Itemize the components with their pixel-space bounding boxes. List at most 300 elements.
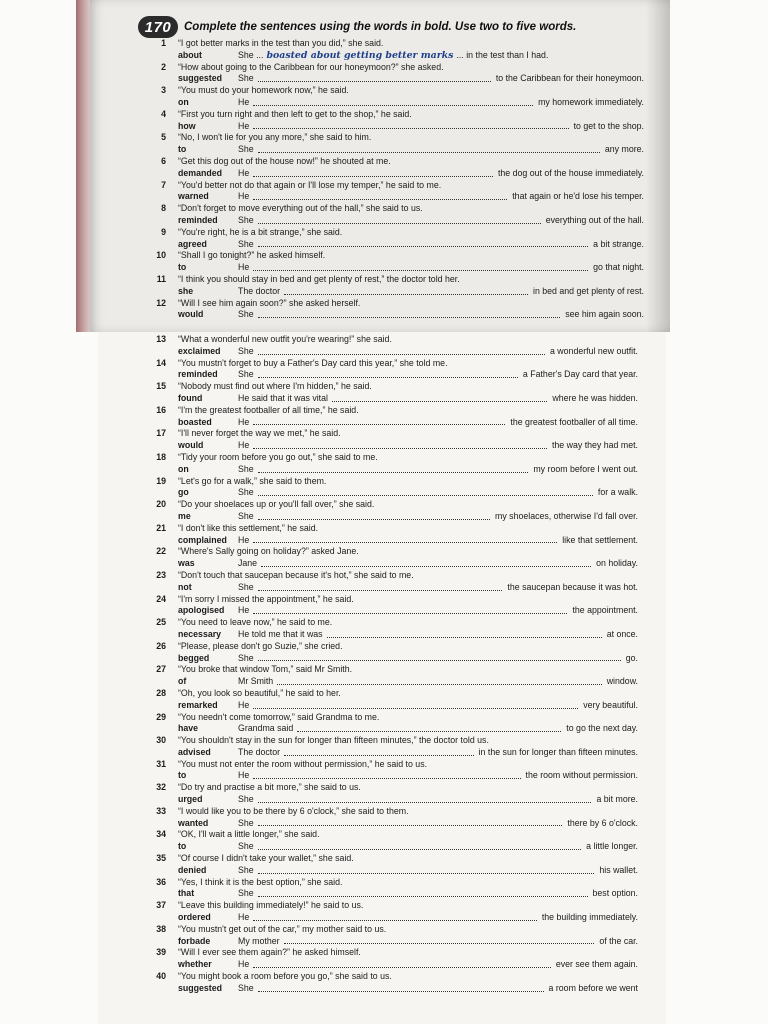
reported-line (178, 676, 638, 688)
direct-speech-sentence: “Tidy your room before you go out,” she said to me. (178, 451, 378, 462)
sentence-start: He said that it was vital (238, 392, 328, 403)
reported-line (178, 936, 638, 948)
sentence-ending: any more. (604, 144, 644, 155)
exercise-item (144, 85, 644, 109)
direct-speech-sentence: “I got better marks in the test than you did,” she said. (178, 38, 384, 48)
bold-keyword: apologised (178, 605, 225, 616)
sentence-ending: very beautiful. (583, 699, 638, 710)
direct-speech-sentence: “Leave this building immediately!” he said to us. (178, 900, 364, 911)
sentence-start: She (238, 652, 254, 663)
reported-line (178, 239, 644, 251)
exercise-item (144, 806, 638, 830)
sentence-start: She (238, 581, 254, 592)
direct-speech-sentence: “Yes, I think it is the best option,” she said. (178, 876, 343, 887)
sentence-ending: ever see them again. (555, 959, 638, 970)
sentence-start: He (238, 191, 250, 202)
sentence-start: He (238, 167, 250, 178)
exercise-item (144, 782, 638, 806)
answer-blank[interactable] (256, 369, 521, 381)
sentence-ending: the dog out of the house immediately. (497, 167, 644, 178)
answer-blank[interactable] (256, 309, 564, 321)
reported-line (178, 262, 644, 274)
sentence-start: She (238, 463, 254, 474)
sentence-start: He (238, 912, 250, 923)
item-number: 2 (161, 61, 166, 72)
item-number: 9 (161, 226, 166, 237)
bold-keyword: necessary (178, 628, 222, 639)
exercise-item (144, 688, 638, 712)
bold-keyword: reminded (178, 369, 218, 380)
direct-speech-sentence: “You needn't come tomorrow,” said Grandma to me. (178, 711, 380, 722)
item-number: 5 (161, 132, 166, 143)
item-number: 35 (156, 853, 166, 864)
direct-speech-sentence: “First you turn right and then left to get to the shop,” he said. (178, 108, 412, 119)
sentence-ending: everything out of the hall. (545, 214, 644, 225)
handwritten-answer: boasted about getting better marks (266, 49, 454, 61)
answer-blank[interactable] (256, 818, 566, 830)
answer-blank[interactable] (256, 653, 624, 665)
bold-keyword: to (178, 841, 187, 852)
sentence-ending: his wallet. (599, 864, 638, 875)
sentence-ending: like that settlement. (562, 534, 638, 545)
exercise-item (144, 358, 638, 382)
direct-speech-sentence: “Do your shoelaces up or you'll fall over,” she said. (178, 499, 375, 510)
item-number: 16 (156, 404, 166, 415)
sentence-start: He (238, 120, 250, 131)
exercise-item (144, 109, 644, 133)
reported-line (178, 629, 638, 641)
answer-blank[interactable] (256, 841, 585, 853)
answer-blank[interactable] (256, 487, 596, 499)
reported-line (178, 535, 638, 547)
exercise-item (144, 971, 638, 995)
sentence-start: The doctor (238, 746, 281, 757)
item-number: 20 (156, 499, 166, 510)
bold-keyword: about (178, 49, 202, 60)
exercise-item (144, 877, 638, 901)
reported-line (178, 346, 638, 358)
bold-keyword: me (178, 510, 191, 521)
exercise-item (144, 570, 638, 594)
direct-speech-sentence: “I'll never forget the way we met,” he said. (178, 428, 341, 439)
answer-blank[interactable] (251, 121, 571, 133)
item-number: 36 (156, 876, 166, 887)
direct-speech-sentence: “I'm sorry I missed the appointment,” he said. (178, 593, 354, 604)
direct-speech-sentence: “OK, I'll wait a little longer,” she said. (178, 829, 320, 840)
item-number: 38 (156, 923, 166, 934)
answer-blank[interactable] (275, 676, 605, 688)
reported-line (178, 309, 644, 321)
reported-line (178, 487, 638, 499)
sentence-start: She (238, 841, 254, 852)
direct-speech-sentence: “Don't forget to move everything out of the hall,” she said to us. (178, 203, 423, 214)
exercise-item (144, 250, 644, 274)
item-number: 24 (156, 593, 166, 604)
answer-blank[interactable] (282, 286, 531, 298)
sentence-start: She ... (238, 49, 264, 60)
exercise-item (144, 924, 638, 948)
item-number: 31 (156, 758, 166, 769)
exercise-item (144, 381, 638, 405)
answer-blank[interactable] (282, 936, 598, 948)
answer-blank[interactable] (259, 558, 594, 570)
answer-blank[interactable] (251, 959, 554, 971)
answer-blank[interactable] (256, 215, 544, 227)
bold-keyword: not (178, 581, 192, 592)
direct-speech-sentence: “You must do your homework now,” he said. (178, 85, 349, 96)
exercise-item (144, 947, 638, 971)
exercise-item (144, 712, 638, 736)
answer-blank[interactable] (251, 191, 510, 203)
answer-blank[interactable] (251, 262, 591, 274)
sentence-ending: a Father's Day card that year. (522, 369, 638, 380)
exercise-header (138, 14, 576, 40)
item-number: 7 (161, 179, 166, 190)
bold-keyword: wanted (178, 817, 209, 828)
book-binding (76, 0, 90, 332)
answer-blank[interactable] (256, 144, 603, 156)
sentence-start: Jane (238, 558, 258, 569)
direct-speech-sentence: “You shouldn't stay in the sun for longer than fifteen minutes,” the doctor told us. (178, 735, 489, 746)
item-number: 19 (156, 475, 166, 486)
item-number: 8 (161, 203, 166, 214)
sentence-start: She (238, 214, 254, 225)
item-number: 40 (156, 971, 166, 982)
direct-speech-sentence: “Do try and practise a bit more,” she said to us. (178, 782, 361, 793)
bold-keyword: to (178, 144, 187, 155)
item-number: 30 (156, 735, 166, 746)
item-number: 33 (156, 805, 166, 816)
reported-line (178, 888, 638, 900)
exercise-list-top (144, 38, 644, 321)
bold-keyword: remarked (178, 699, 218, 710)
exercise-item (144, 499, 638, 523)
sentence-ending: my shoelaces, otherwise I'd fall over. (495, 510, 638, 521)
exercise-item (144, 227, 644, 251)
direct-speech-sentence: “You're right, he is a bit strange,” she said. (178, 226, 343, 237)
item-number: 27 (156, 664, 166, 675)
direct-speech-sentence: “I would like you to be there by 6 o'clock,” she said to them. (178, 805, 409, 816)
direct-speech-sentence: “Get this dog out of the house now!” he shouted at me. (178, 155, 391, 166)
bold-keyword: whether (178, 959, 212, 970)
bold-keyword: begged (178, 652, 210, 663)
answer-blank[interactable] (330, 393, 550, 405)
bold-keyword: suggested (178, 73, 222, 84)
exercise-item (144, 759, 638, 783)
exercise-item (144, 546, 638, 570)
exercise-item (144, 664, 638, 688)
sentence-start: He (238, 416, 250, 427)
direct-speech-sentence: “What a wonderful new outfit you're wearing!” she said. (178, 334, 392, 344)
bold-keyword: to (178, 262, 187, 273)
item-number: 6 (161, 155, 166, 166)
direct-speech-sentence: “Where's Sally going on holiday?” asked Jane. (178, 546, 359, 557)
exercise-item (144, 829, 638, 853)
reported-line (178, 841, 638, 853)
reported-line (178, 794, 638, 806)
sentence-start: He (238, 770, 250, 781)
item-number: 4 (161, 108, 166, 119)
bold-keyword: on (178, 96, 189, 107)
exercise-item (144, 476, 638, 500)
reported-line (178, 605, 638, 617)
answer-blank[interactable] (251, 605, 570, 617)
reported-line (178, 983, 638, 995)
exercise-item (144, 735, 638, 759)
item-number: 23 (156, 569, 166, 580)
bold-keyword: would (178, 309, 204, 320)
item-number: 26 (156, 640, 166, 651)
answer-blank[interactable] (256, 73, 494, 85)
answer-blank[interactable] (295, 723, 564, 735)
sentence-ending: the room without permission. (525, 770, 638, 781)
sentence-ending: that again or he'd lose his temper. (512, 191, 644, 202)
reported-line (178, 653, 638, 665)
bold-keyword: demanded (178, 167, 222, 178)
reported-line (178, 865, 638, 877)
exercise-item (144, 180, 644, 204)
bold-keyword: urged (178, 794, 203, 805)
sentence-start: She (238, 309, 254, 320)
reported-line (178, 558, 638, 570)
direct-speech-sentence: “Will I see him again soon?” she asked herself. (178, 297, 361, 308)
exercise-item (144, 641, 638, 665)
sentence-start: She (238, 487, 254, 498)
bold-keyword: found (178, 392, 203, 403)
direct-speech-sentence: “How about going to the Caribbean for our honeymoon?” she asked. (178, 61, 444, 72)
direct-speech-sentence: “Please, please don't go Suzie,” she cried. (178, 640, 343, 651)
sentence-start: She (238, 982, 254, 993)
item-number: 25 (156, 617, 166, 628)
sentence-start: Mr Smith (238, 676, 274, 687)
sentence-ending: to go the next day. (566, 723, 638, 734)
answer-blank[interactable] (256, 464, 532, 476)
reported-line (178, 393, 638, 405)
exercise-item (144, 900, 638, 924)
reported-line (178, 144, 644, 156)
answer-blank[interactable] (251, 440, 550, 452)
sentence-start: She (238, 73, 254, 84)
direct-speech-sentence: “Of course I didn't take your wallet,” she said. (178, 853, 354, 864)
item-number: 15 (156, 381, 166, 392)
sentence-ending: the greatest footballer of all time. (510, 416, 638, 427)
sentence-start: He (238, 605, 250, 616)
sentence-ending: a little longer. (586, 841, 638, 852)
bold-keyword: on (178, 463, 189, 474)
sentence-ending: on holiday. (596, 558, 638, 569)
bold-keyword: was (178, 558, 195, 569)
answer-blank[interactable] (325, 629, 605, 641)
sentence-start: She (238, 794, 254, 805)
item-number: 11 (156, 273, 166, 284)
sentence-ending: ... in the test than I had. (456, 49, 549, 60)
exercise-item (144, 428, 638, 452)
answer-blank[interactable] (256, 239, 591, 251)
item-number: 14 (156, 357, 166, 368)
sentence-start: She (238, 888, 254, 899)
bold-keyword: that (178, 888, 195, 899)
direct-speech-sentence: “You mustn't get out of the car,” my mother said to us. (178, 923, 387, 934)
bold-keyword: how (178, 120, 196, 131)
item-number: 28 (156, 687, 166, 698)
answer-blank[interactable] (282, 747, 477, 759)
item-number: 12 (156, 297, 166, 308)
reported-line (178, 286, 644, 298)
reported-line (178, 747, 638, 759)
bold-keyword: go (178, 487, 189, 498)
reported-line (178, 121, 644, 133)
answer-blank[interactable] (256, 983, 547, 995)
item-number: 22 (156, 546, 166, 557)
answer-blank[interactable] (256, 346, 548, 358)
bold-keyword: of (178, 676, 187, 687)
reported-line (178, 700, 638, 712)
bold-keyword: complained (178, 534, 227, 545)
exercise-item (144, 405, 638, 429)
item-number: 39 (156, 947, 166, 958)
sentence-ending: a bit more. (596, 794, 638, 805)
item-number: 13 (156, 334, 166, 344)
sentence-ending: my room before I went out. (533, 463, 638, 474)
bold-keyword: reminded (178, 214, 218, 225)
sentence-ending: where he was hidden. (552, 392, 638, 403)
exercise-item (144, 298, 644, 322)
exercise-item (144, 274, 644, 298)
sentence-start: She (238, 345, 254, 356)
sentence-start: My mother (238, 935, 280, 946)
direct-speech-sentence: “I think you should stay in bed and get plenty of rest,” the doctor told her. (178, 273, 460, 284)
sentence-ending: the way they had met. (551, 440, 638, 451)
direct-speech-sentence: “You'd better not do that again or I'll lose my temper,” he said to me. (178, 179, 442, 190)
sentence-ending: see him again soon. (565, 309, 644, 320)
sentence-ending: in the sun for longer than fifteen minutes. (478, 746, 638, 757)
reported-line (178, 959, 638, 971)
sentence-ending: best option. (592, 888, 638, 899)
sentence-start: He (238, 96, 250, 107)
sentence-start: She (238, 817, 254, 828)
bold-keyword: agreed (178, 238, 207, 249)
answer-blank[interactable] (256, 888, 591, 900)
sentence-ending: a room before we went (548, 982, 638, 993)
sentence-ending: there by 6 o'clock. (567, 817, 638, 828)
bold-keyword: advised (178, 746, 211, 757)
direct-speech-sentence: “You broke that window Tom,” said Mr Smith. (178, 664, 353, 675)
sentence-start: He (238, 699, 250, 710)
bold-keyword: she (178, 285, 194, 296)
exercise-item (144, 334, 638, 358)
answer-blank[interactable] (251, 770, 523, 782)
answer-blank[interactable] (251, 700, 581, 712)
bold-keyword: have (178, 723, 199, 734)
exercise-item (144, 132, 644, 156)
item-number: 10 (156, 250, 166, 261)
reported-line (178, 369, 638, 381)
answer-blank[interactable] (256, 865, 598, 877)
item-number: 3 (161, 85, 166, 96)
sentence-start: He (238, 440, 250, 451)
sentence-ending: go. (625, 652, 638, 663)
sentence-ending: a wonderful new outfit. (549, 345, 638, 356)
bold-keyword: to (178, 770, 187, 781)
direct-speech-sentence: “Let's go for a walk,” she said to them. (178, 475, 327, 486)
sentence-ending: the saucepan because it was hot. (507, 581, 638, 592)
answer-blank[interactable] (251, 535, 560, 547)
sentence-start: Grandma said (238, 723, 294, 734)
exercise-item (144, 617, 638, 641)
bold-keyword: denied (178, 864, 207, 875)
direct-speech-sentence: “You might book a room before you go,” she said to us. (178, 971, 392, 982)
exercise-item (144, 523, 638, 547)
sentence-start: She (238, 510, 254, 521)
reported-line (178, 440, 638, 452)
item-number: 32 (156, 782, 166, 793)
reported-line (178, 97, 644, 109)
sentence-ending: to the Caribbean for their honeymoon. (495, 73, 644, 84)
reported-line (178, 168, 644, 180)
bold-keyword: exclaimed (178, 345, 221, 356)
direct-speech-sentence: “You mustn't forget to buy a Father's Day card this year,” she told me. (178, 357, 448, 368)
exercise-item (144, 452, 638, 476)
exercise-item (144, 62, 644, 86)
direct-speech-sentence: “Will I ever see them again?” he asked himself. (178, 947, 361, 958)
reported-line (178, 818, 638, 830)
answer-blank[interactable] (251, 97, 536, 109)
reported-line (178, 464, 638, 476)
direct-speech-sentence: “I'm the greatest footballer of all time,” he said. (178, 404, 359, 415)
reported-line (178, 215, 644, 227)
answer-blank[interactable] (256, 794, 595, 806)
direct-speech-sentence: “Nobody must find out where I'm hidden,” he said. (178, 381, 372, 392)
sentence-ending: to get to the shop. (573, 120, 644, 131)
answer-blank[interactable] (256, 582, 506, 594)
exercise-item (144, 203, 644, 227)
bold-keyword: suggested (178, 982, 222, 993)
direct-speech-sentence: “You need to leave now,” he said to me. (178, 617, 333, 628)
item-number: 37 (156, 900, 166, 911)
exercise-list-bottom (144, 334, 638, 995)
answer-blank[interactable] (256, 511, 493, 523)
sentence-start: She (238, 144, 254, 155)
sentence-start: The doctor (238, 285, 281, 296)
page-shadow (646, 0, 670, 332)
sentence-ending: window. (606, 676, 638, 687)
reported-line (178, 511, 638, 523)
bold-keyword: forbade (178, 935, 211, 946)
exercise-item (144, 594, 638, 618)
sentence-ending: for a walk. (597, 487, 638, 498)
bold-keyword: warned (178, 191, 209, 202)
reported-line (178, 50, 644, 62)
answer-blank[interactable] (251, 168, 496, 180)
item-number: 18 (156, 451, 166, 462)
answer-blank[interactable] (251, 912, 540, 924)
bold-keyword: would (178, 440, 204, 451)
exercise-number-badge: 170 (138, 16, 178, 38)
answer-blank[interactable] (251, 417, 508, 429)
item-number: 29 (156, 711, 166, 722)
bold-keyword: boasted (178, 416, 212, 427)
direct-speech-sentence: “Shall I go tonight?” he asked himself. (178, 250, 326, 261)
direct-speech-sentence: “No, I won't lie for you any more,” she said to him. (178, 132, 372, 143)
item-number: 1 (161, 38, 166, 48)
bold-keyword: ordered (178, 912, 211, 923)
reported-line (178, 417, 638, 429)
sentence-ending: go that night. (593, 262, 644, 273)
item-number: 21 (156, 522, 166, 533)
sentence-start: He (238, 262, 250, 273)
sentence-start: She (238, 864, 254, 875)
sentence-start: He (238, 534, 250, 545)
